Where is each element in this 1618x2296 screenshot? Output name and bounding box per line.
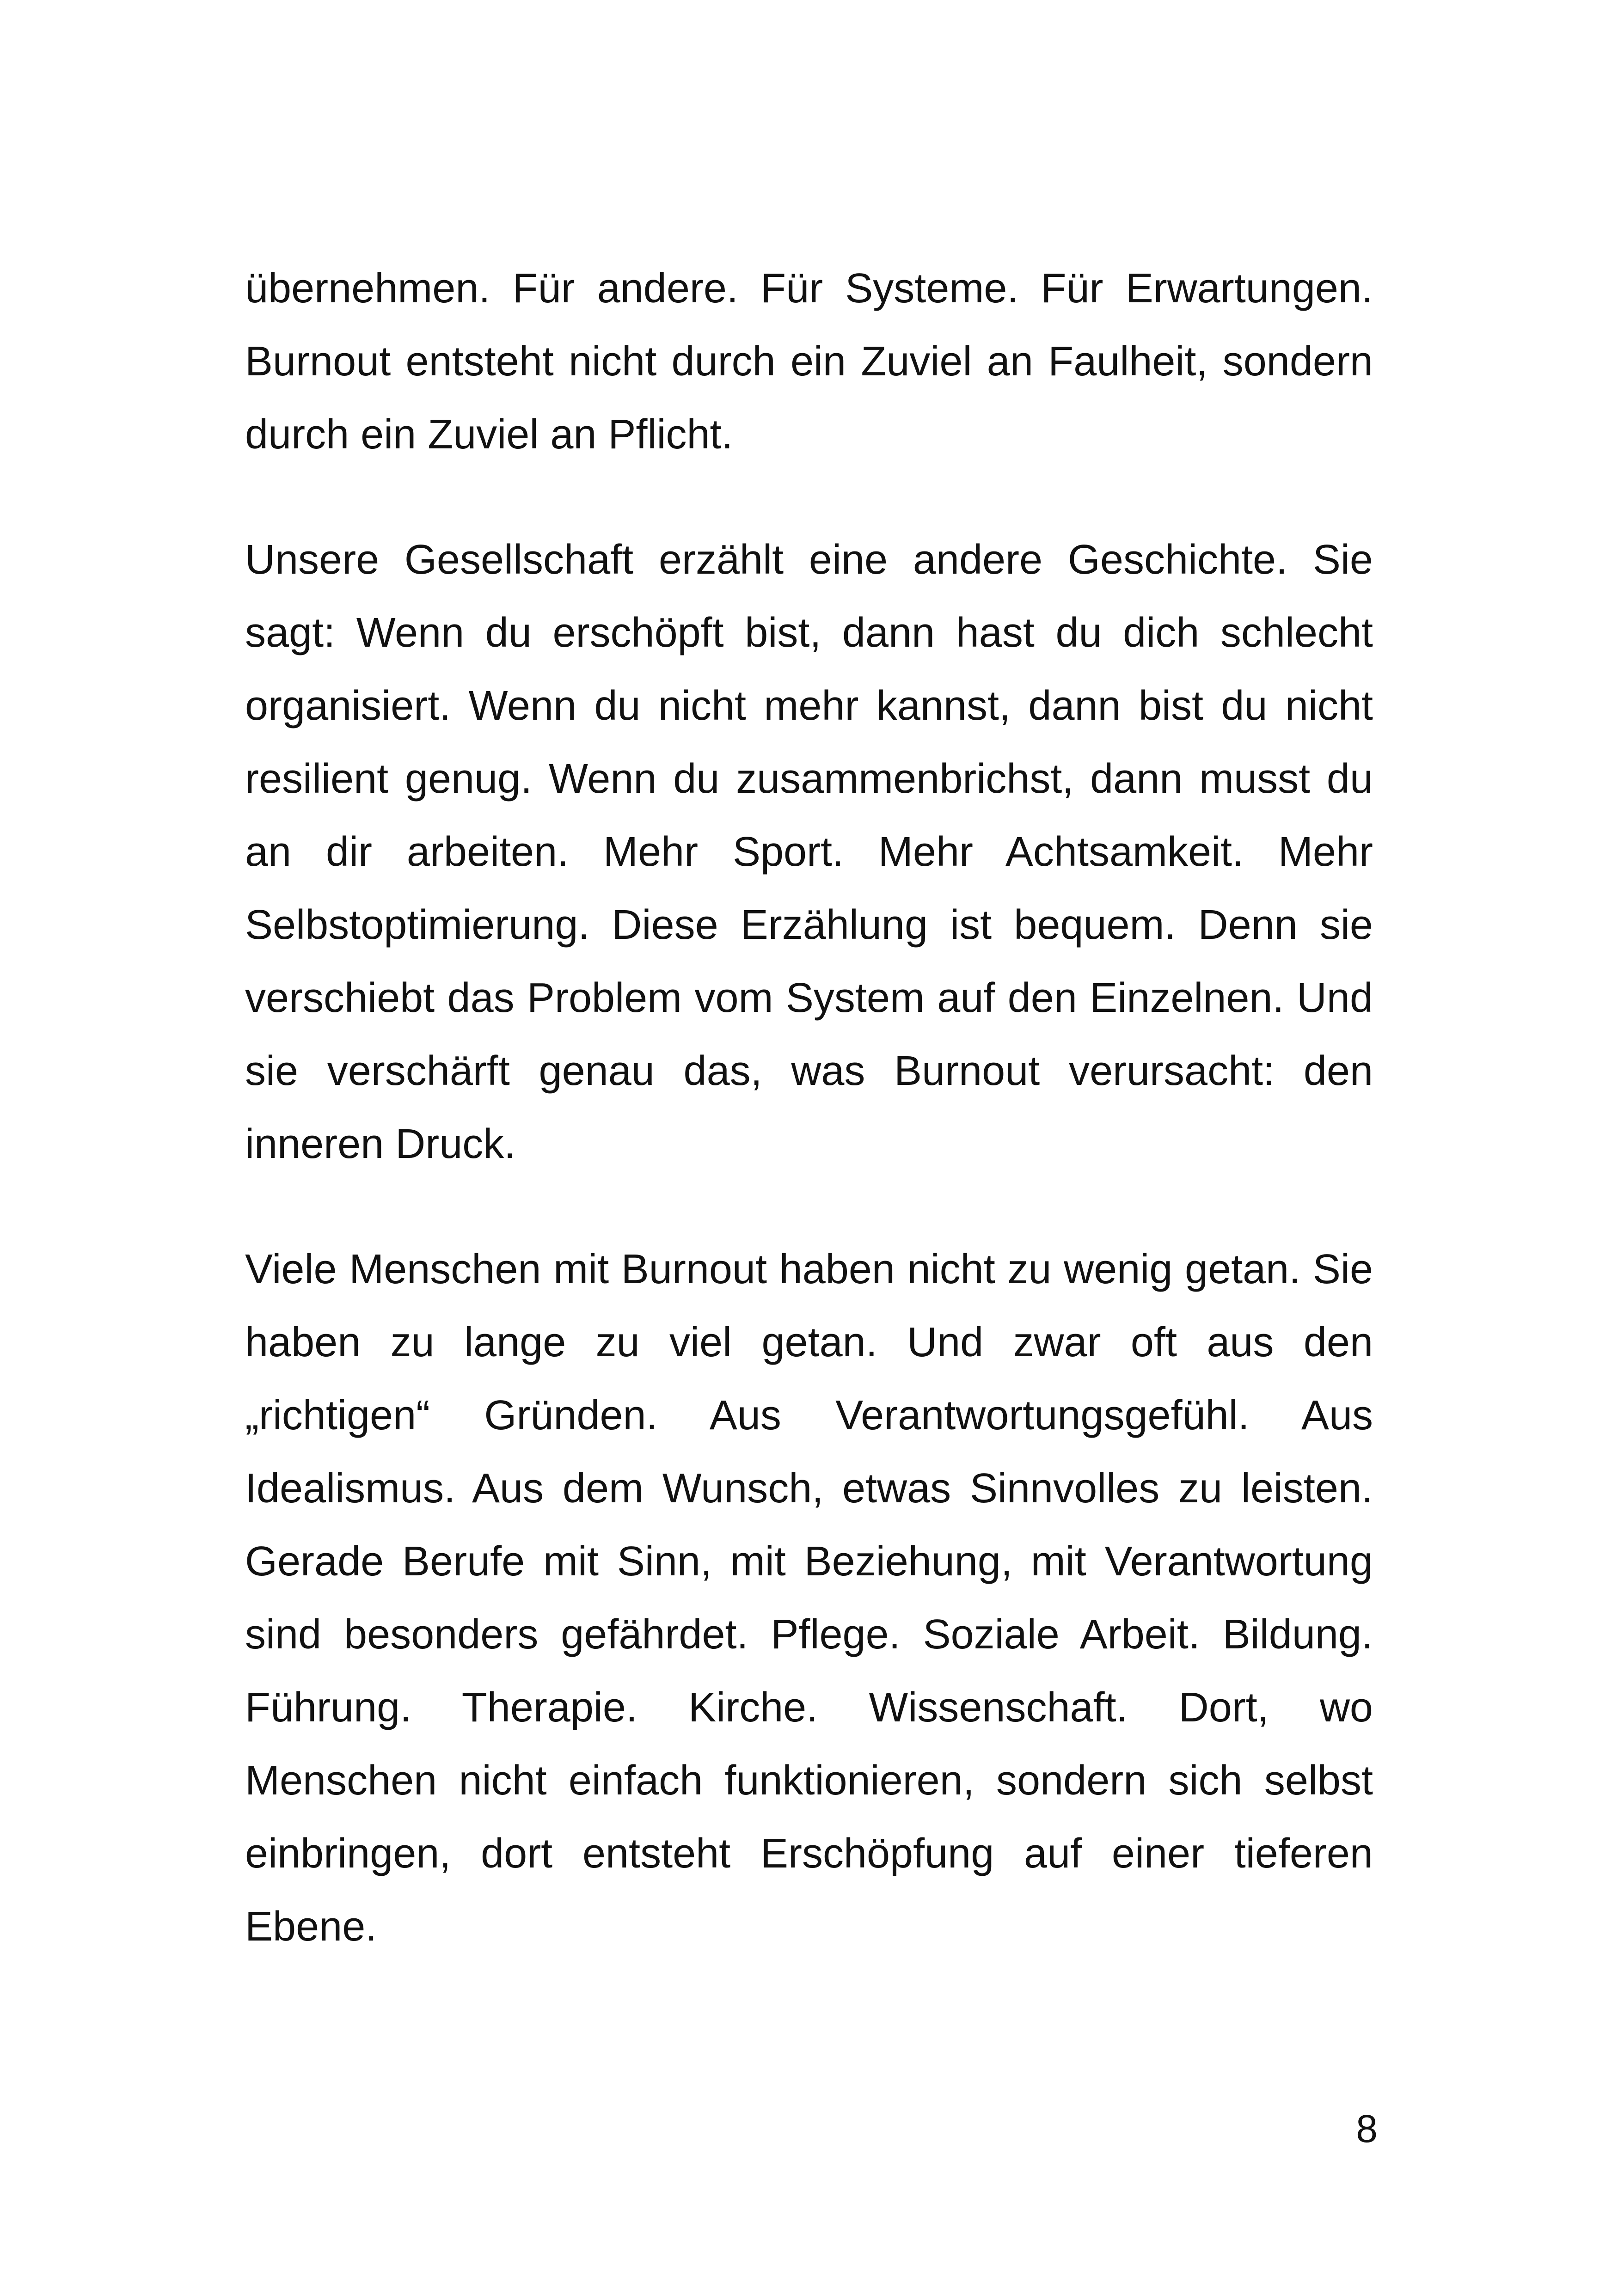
text-line: inneren Druck.	[245, 1121, 516, 1167]
text-line: „richtigen“ Gründen. Aus Verantwortungsgefühl. Aus	[245, 1392, 1373, 1439]
body-text	[245, 252, 1373, 2015]
paragraph-2	[245, 523, 1373, 1181]
text-line: sind besonders gefährdet. Pflege. Soziale Arbeit. Bildung.	[245, 1611, 1373, 1658]
text-line: durch ein Zuviel an Pflicht.	[245, 411, 733, 458]
text-line: Menschen nicht einfach funktionieren, sondern sich selbst	[245, 1757, 1373, 1804]
text-line: Selbstoptimierung. Diese Erzählung ist bequem. Denn sie	[245, 902, 1373, 948]
text-line: Unsere Gesellschaft erzählt eine andere Geschichte. Sie	[245, 537, 1373, 583]
text-line: resilient genug. Wenn du zusammenbrichst, dann musst du	[245, 756, 1373, 802]
text-line: Gerade Berufe mit Sinn, mit Beziehung, mit Verantwortung	[245, 1538, 1373, 1585]
page-number: 8	[1356, 2107, 1378, 2150]
text-line: organisiert. Wenn du nicht mehr kannst, dann bist du nicht	[245, 683, 1373, 729]
text-line: Ebene.	[245, 1904, 377, 1950]
text-line: Idealismus. Aus dem Wunsch, etwas Sinnvolles zu leisten.	[245, 1465, 1373, 1512]
paragraph-3	[245, 1233, 1373, 1963]
text-line: sagt: Wenn du erschöpft bist, dann hast du dich schlecht	[245, 610, 1373, 656]
text-line: verschiebt das Problem vom System auf den Einzelnen. Und	[245, 975, 1373, 1021]
text-line: Viele Menschen mit Burnout haben nicht zu wenig getan. Sie	[245, 1246, 1373, 1292]
text-line: Führung. Therapie. Kirche. Wissenschaft. Dort, wo	[245, 1684, 1373, 1731]
text-line: an dir arbeiten. Mehr Sport. Mehr Achtsamkeit. Mehr	[245, 829, 1373, 875]
paragraph-1	[245, 252, 1373, 471]
text-line: Burnout entsteht nicht durch ein Zuviel an Faulheit, sondern	[245, 338, 1373, 385]
text-line: übernehmen. Für andere. Für Systeme. Für Erwartungen.	[245, 265, 1373, 312]
text-line: sie verschärft genau das, was Burnout verursacht: den	[245, 1048, 1373, 1094]
text-line: einbringen, dort entsteht Erschöpfung auf einer tieferen	[245, 1831, 1373, 1877]
text-line: haben zu lange zu viel getan. Und zwar oft aus den	[245, 1319, 1373, 1365]
